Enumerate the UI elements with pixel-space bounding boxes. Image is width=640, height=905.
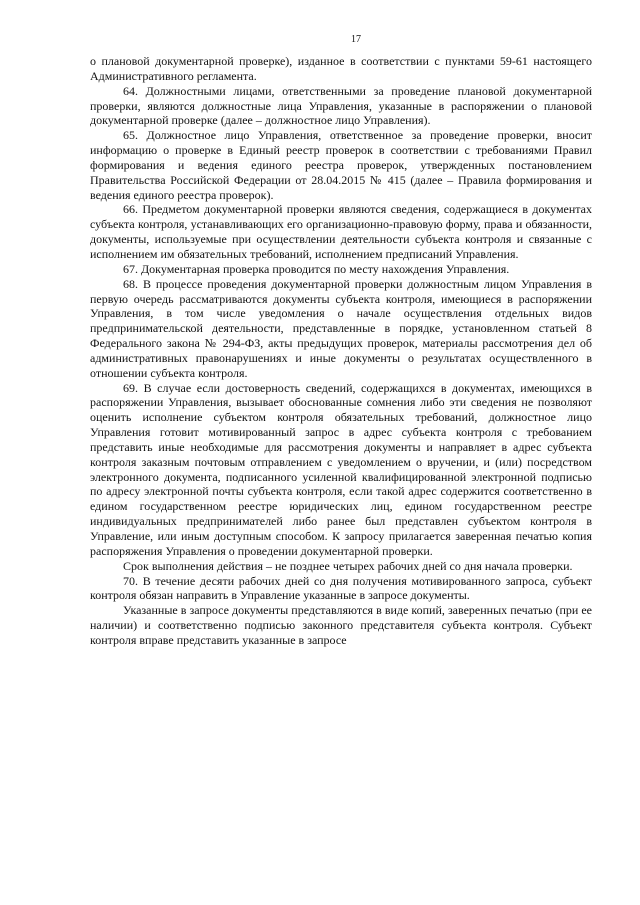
document-body — [90, 54, 592, 648]
paragraph-63-continuation: о плановой документарной проверке), изданное в соответствии с пунктами 59-61 настоящего Административного регламента. — [90, 54, 592, 83]
paragraph-68: 68. В процессе проведения документарной проверки должностным лицом Управления в первую очередь рассматриваются документы субъекта контроля, имеющиеся в распоряжении Управления, в том числе уведомления о начале осуществления отдельных видов предпринимательской деятельности, представленные в порядке, установленном статьей 8 Федерального закона № 294-ФЗ, акты предыдущих проверок, материалы рассмотрения дел об административных правонарушениях и иные документы о результатах осуществленного в отношении субъекта контроля. — [90, 276, 592, 380]
paragraph-70-documents: Указанные в запросе документы представляются в виде копий, заверенных печатью (при ее наличии) и соответственно подписью законного представителя субъекта контроля. Субъект контроля вправе представить указанные в запросе — [90, 603, 592, 647]
paragraph-67: 67. Документарная проверка проводится по месту нахождения Управления. — [123, 261, 510, 276]
paragraph-66: 66. Предметом документарной проверки являются сведения, содержащиеся в документах субъекта контроля, устанавливающих его организационно-правовую форму, права и обязанности, документы, используемые при осуществлении деятельности субъекта контроля и связанные с исполнением им обязательных требований, исполнением предписаний Управления. — [90, 202, 592, 261]
paragraph-65: 65. Должностное лицо Управления, ответственное за проведение проверки, вносит информацию о проверке в Единый реестр проверок в соответствии с требованиями Правил формирования и ведения единого реестра проверок, утвержденных постановлением Правительства Российской Федерации от 28.04.2015 № 415 (далее – Правила формирования и ведения единого реестра проверок). — [90, 128, 592, 202]
page-number: 17 — [351, 34, 361, 45]
paragraph-69-deadline: Срок выполнения действия – не позднее четырех рабочих дней со дня начала проверки. — [123, 558, 573, 573]
paragraph-70: 70. В течение десяти рабочих дней со дня получения мотивированного запроса, субъект контроля обязан направить в Управление указанные в запросе документы. — [90, 573, 592, 603]
paragraph-64: 64. Должностными лицами, ответственными за проведение плановой документарной проверки, являются должностные лица Управления, указанные в распоряжении о плановой документарной проверке (далее – должностное лицо Управления). — [90, 83, 592, 128]
paragraph-69: 69. В случае если достоверность сведений, содержащихся в документах, имеющихся в распоряжении Управления, вызывает обоснованные сомнения либо эти сведения не позволяют оценить исполнение субъектом контроля обязательных требований, должностное лицо Управления готовит мотивированный запрос в адрес субъекта контроля с требованием представить иные необходимые для рассмотрения документы и направляет в адрес субъекта контроля заказным почтовым отправлением с уведомлением о вручении, и (или) посредством электронного документа, подписанного усиленной квалифицированной электронной подписью по адресу электронной почты субъекта контроля, если такой адрес содержится соответственно в едином государственном реестре юридических лиц, едином государственном реестре индивидуальных предпринимателей либо ранее был представлен субъектом контроля в Управление, или иным доступным способом. К запросу прилагается заверенная печатью копия распоряжения Управления о проведении документарной проверки. — [90, 380, 592, 558]
